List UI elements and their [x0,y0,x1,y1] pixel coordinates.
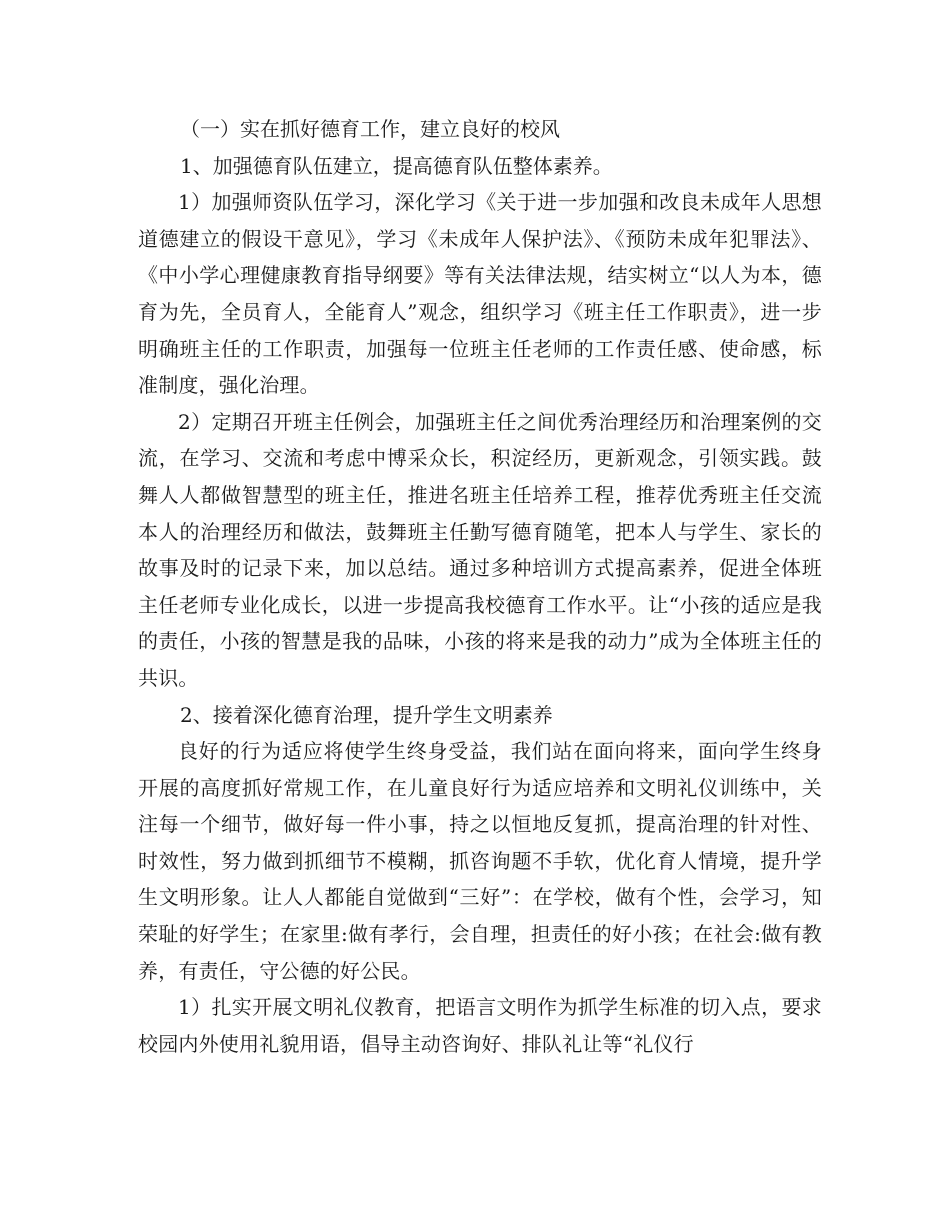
subsection-heading: 1、加强德育队伍建立，提高德育队伍整体素养。 [180,153,613,178]
paragraph-teacher-study: 1）加强师资队伍学习，深化学习《关于进一步加强和改良未成年人思想道德建立的假设干意见》，学习《未成年人保护法》、《预防未成年犯罪法》、《中小学心理健康教育指导纲要》等有关法律法规，结实树立“以人为本，德育为先，全员育人，全能育人”观念，组织学习《班主任工作职责》，进一步明确班主任的工作职责，加强每一位班主任老师的工作责任感、使命感，标准制度，强化治理。 [138,190,822,398]
paragraph-class-teacher-meetings: 2）定期召开班主任例会，加强班主任之间优秀治理经历和治理案例的交流，在学习、交流和考虑中博采众长，积淀经历，更新观念，引领实践。鼓舞人人都做智慧型的班主任，推进名班主任培养工程，推荐优秀班主任交流本人的治理经历和做法，鼓舞班主任勤写德育随笔，把本人与学生、家长的故事及时的记录下来，加以总结。通过多种培训方式提高素养，促进全体班主任老师专业化成长，以进一步提高我校德育工作水平。让“小孩的适应是我的责任，小孩的智慧是我的品味，小孩的将来是我的动力”成为全体班主任的共识。 [138,409,822,690]
subsection-heading: 2、接着深化德育治理，提升学生文明素养 [180,702,553,727]
document-body [138,111,822,1062]
section-heading: （一）实在抓好德育工作，建立良好的校风 [180,117,560,141]
paragraph-etiquette-education: 1）扎实开展文明礼仪教育，把语言文明作为抓学生标准的切入点，要求校园内外使用礼貌用语，倡导主动咨询好、排队礼让等“礼仪行 [138,995,822,1056]
paragraph-good-habits: 良好的行为适应将使学生终身受益，我们站在面向将来，面向学生终身开展的高度抓好常规工作，在儿童良好行为适应培养和文明礼仪训练中，关注每一个细节，做好每一件小事，持之以恒地反复抓，提高治理的针对性、时效性，努力做到抓细节不模糊，抓咨询题不手软，优化育人情境，提升学生文明形象。让人人都能自觉做到“三好”：在学校，做有个性，会学习，知荣耻的好学生；在家里:做有孝行，会自理，担责任的好小孩；在社会:做有教养，有责任，守公德的好公民。 [138,739,822,983]
